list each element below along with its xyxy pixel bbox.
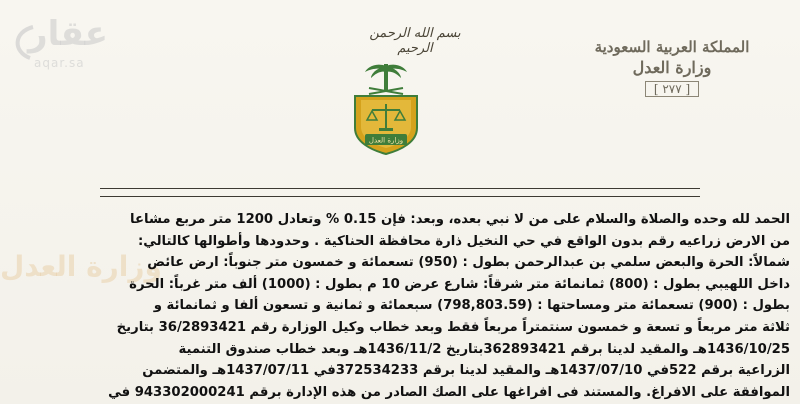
ministry-name: وزارة العدل [632, 58, 712, 77]
deed-line: الموافقة على الافراغ. والمستند فى افراغها على الصك الصادر من هذه الإدارة برقم 943302000241 في [108, 384, 790, 400]
deed-line: الزراعية برقم 522في 1437/07/10هـ والمقيد لدينا برقم 372534233في 1437/07/11هـ والمتضمن [142, 363, 790, 379]
basmala: بسم الله الرحمن الرحيم [369, 26, 461, 56]
watermark-logo-url: aqar.sa [34, 56, 85, 70]
deed-line: ثلاثة متر مربعاً و تسعة و خمسون سنتمتراً مربعاً فقط وبعد خطاب وكيل الوزارة رقم 36/2893421 بتاريخ [116, 319, 790, 335]
emblem-banner-text: وزارة العدل [368, 136, 404, 145]
watermark-logo-text: عقار [28, 14, 109, 54]
kingdom-name: المملكة العربية السعودية [594, 38, 750, 56]
deed-line: من الارض زراعيه رقم بدون الواقع في حي النخيل ذارة محافظة الحناكية . وحدودها وأطوالها كالتالي: [137, 233, 790, 249]
divider-bottom [100, 196, 700, 197]
deed-line: بطول : (900) تسعمائة متر ومساحتها : (798,803.59) سبعمائة و ثمانية و تسعون ألفا و ثمانمائة و [153, 298, 790, 314]
deed-text [10, 209, 790, 403]
organization-header [582, 38, 762, 97]
divider-top [100, 188, 700, 189]
deed-line: الحمد لله وحده والصلاة والسلام على من لا نبي بعده، وبعد: فإن 0.15 % وتعادل 1200 متر مربع مشاعا [130, 212, 790, 227]
background-stamp-text: وزارة العدل [0, 250, 162, 283]
deed-line: داخل اللهيبي بطول : (800) ثمانمائة متر شرقاً: شارع عرض 10 م بطول : (1000) ألف متر غرباً: الحرة [129, 276, 790, 292]
deed-line: 1436/10/25هـ والمقيد لدينا برقم 362893421بتاريخ 1436/11/2هـ وبعد خطاب صندوق التنمية [178, 341, 790, 357]
deed-line: شمالاً: الحرة والبعض سلمي بن عبدالرحمن بطول : (950) تسعمائة و خمسون متر جنوباً: ارض عائض [147, 255, 790, 271]
watermark-logo [8, 14, 158, 74]
form-number: [ ٢٧٧ ] [645, 81, 699, 97]
ministry-emblem-icon [345, 58, 427, 158]
